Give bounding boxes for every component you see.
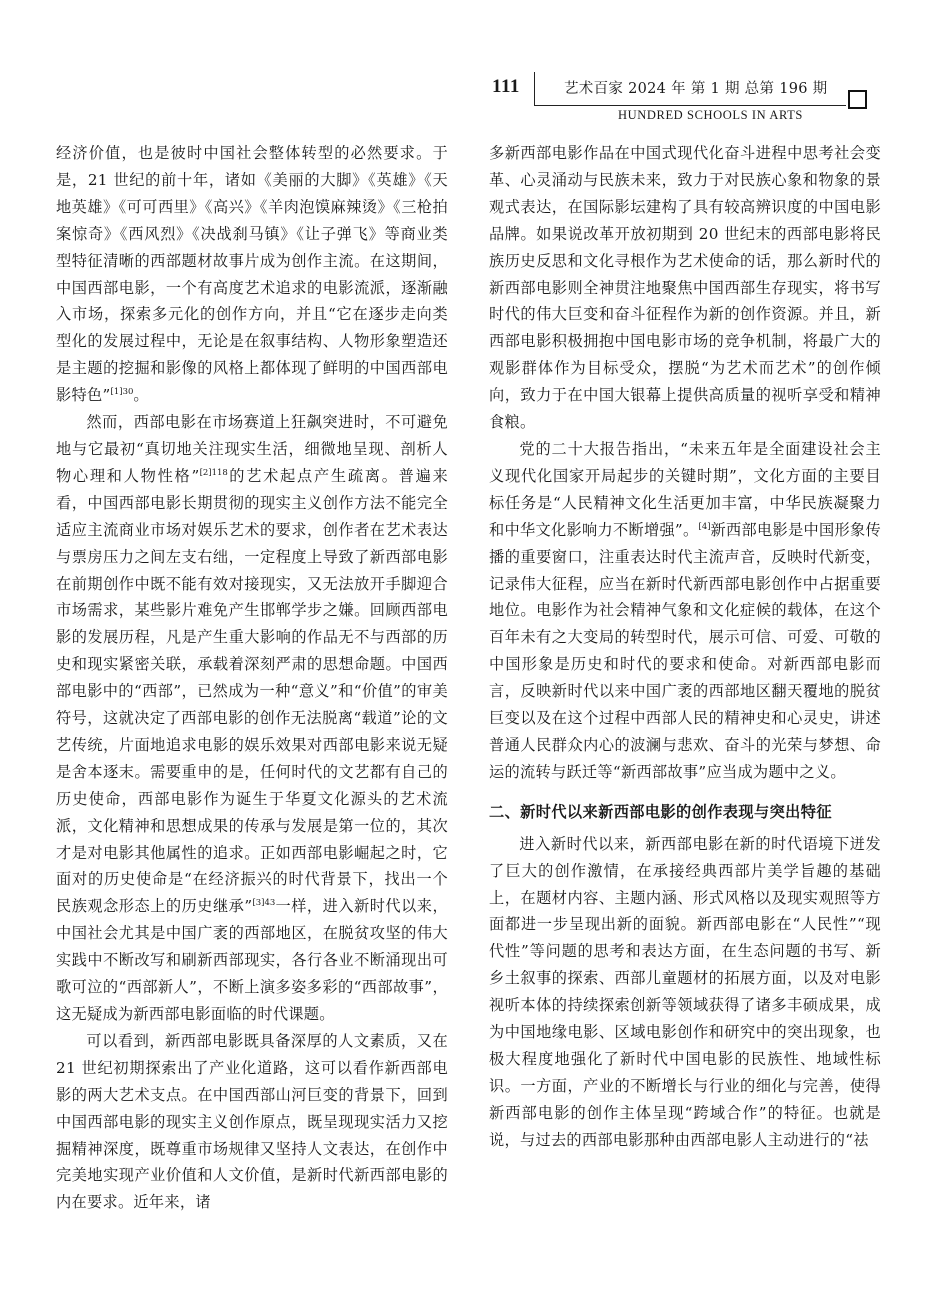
header-vertical-rule — [534, 72, 535, 106]
journal-issue-info: 艺术百家 2024 年 第 1 期 总第 196 期 — [564, 81, 828, 97]
right-column — [489, 140, 881, 1154]
citation-ref: [4] — [698, 521, 711, 532]
paragraph-text: 可以看到，新西部电影既具备深厚的人文素质，又在 21 世纪初期探索出了产业化道路，这可以看作新西部电影的两大艺术支点。在中国西部山河巨变的背景下，回到中国西部电影的现实主义创作原点，既呈现现实活力又挖掘精神深度，既尊重市场规律又坚持人文表达，在创作中完美地实现产业价值和人文价值，是新时代新西部电影的内在要求。近年来，诸 — [56, 1031, 448, 1212]
paragraph — [56, 1028, 448, 1216]
paragraph-text: 新西部电影是中国形象传播的重要窗口，注重表达时代主流声音，反映时代新变，记录伟大征程，应当在新时代新西部电影创作中占据重要地位。电影作为社会精神气象和文化症候的载体，在这个百年未有之大变局的转型时代，展示可信、可爱、可敬的中国形象是历史和时代的要求和使命。对新西部电影而言，反映新时代以来中国广袤的西部地区翻天覆地的脱贫巨变以及在这个过程中西部人民的精神史和心灵史，讲述普通人民群众内心的波澜与悲欢、奋斗的光荣与梦想、命运的流转与跃迁等“新西部故事”应当成为题中之义。 — [489, 520, 881, 781]
header-horizontal-rule — [534, 105, 846, 106]
journal-english-title: HUNDRED SCHOOLS IN ARTS — [618, 108, 803, 122]
page-number: 111 — [492, 76, 520, 97]
paragraph — [489, 436, 881, 786]
citation-ref: [2]118 — [199, 467, 228, 478]
paragraph-text: 党的二十大报告指出，“未来五年是全面建设社会主义现代化国家开局起步的关键时期”，文化方面的主要目标任务是“人民精神文化生活更加丰富，中华民族凝聚力和中华文化影响力不断增强”。 — [489, 439, 881, 539]
paragraph-text: 一样，进入新时代以来，中国社会尤其是中国广袤的西部地区，在脱贫攻坚的伟大实践中不断改写和刷新西部现实，各行各业不断涌现出可歌可泣的“西部新人”，不断上演多姿多彩的“西部故事”，这无疑成为新西部电影面临的时代课题。 — [56, 897, 448, 1023]
paragraph-text: 的艺术起点产生疏离。普遍来看，中国西部电影长期贯彻的现实主义创作方法不能完全适应主流商业市场对娱乐艺术的要求，创作者在艺术表达与票房压力之间左支右绌，一定程度上导致了新西部电影在前期创作中既不能有效对接现实，又无法放开手脚迎合市场需求，某些影片难免产生邯郸学步之嫌。回顾西部电影的发展历程，凡是产生重大影响的作品无不与西部的历史和现实紧密关联，承载着深刻严肃的思想命题。中国西部电影中的“西部”，已然成为一种“意义”和“价值”的审美符号，这就决定了西部电影的创作无法脱离“载道”论的文艺传统，片面地追求电影的娱乐效果对西部电影来说无疑是舍本逐末。需要重申的是，任何时代的文艺都有自己的历史使命，西部电影作为诞生于华夏文化源头的艺术流派，文化精神和思想成果的传承与发展是第一位的，其次才是对电影其他属性的追求。正如西部电影崛起之时，它面对的历史使命是“在经济振兴的时代背景下，找出一个民族观念形态上的历史继承” — [56, 466, 448, 916]
paragraph — [56, 409, 448, 1028]
paragraph-text: 然而，西部电影在市场赛道上狂飙突进时，不可避免地与它最初“真切地关注现实生活，细微地呈现、剖析人物心理和人物性格” — [56, 413, 448, 485]
paragraph-text: 多新西部电影作品在中国式现代化奋斗进程中思考社会变革、心灵涌动与民族未来，致力于对民族心象和物象的景观式表达，在国际影坛建构了具有较高辨识度的中国电影品牌。如果说改革开放初期到 20 世纪末的西部电影将民族历史反思和文化寻根作为艺术使命的话，那么新时代的新西部电影则全神贯注地聚焦中国西部生存现实，将书写时代的伟大巨变和奋斗征程作为新的创作资源。并且，新西部电影积极拥抱中国电影市场的竞争机制，将最广大的观影群体作为目标受众，摆脱“为艺术而艺术”的创作倾向，致力于在中国大银幕上提供高质量的视听享受和精神食粮。 — [489, 144, 881, 432]
paragraph — [489, 831, 881, 1154]
citation-ref: [1]30 — [110, 387, 134, 398]
section-heading: 二、新时代以来新西部电影的创作表现与突出特征 — [489, 802, 832, 821]
paragraph-continued — [56, 140, 448, 409]
square-mark-icon — [848, 90, 867, 109]
paragraph-text: 经济价值，也是彼时中国社会整体转型的必然要求。于是，21 世纪的前十年，诸如《美丽的大脚》《英雄》《天地英雄》《可可西里》《高兴》《羊肉泡馍麻辣烫》《三枪拍案惊奇》《西风烈》《决战刹马镇》《让子弹飞》等商业类型特征清晰的西部题材故事片成为创作主流。在这期间，中国西部电影，一个有高度艺术追求的电影流派，逐渐融入市场，探索多元化的创作方向，并且“它在逐步走向类型化的发展过程中，无论是在叙事结构、人物形象塑造还是主题的挖掘和影像的风格上都体现了鲜明的中国西部电影特色” — [56, 144, 448, 405]
citation-ref: [3]43 — [252, 898, 276, 909]
paragraph-continued — [489, 140, 881, 436]
paragraph-end: 。 — [133, 386, 149, 405]
running-header — [478, 64, 878, 122]
left-column — [56, 140, 448, 1216]
paragraph-text: 进入新时代以来，新西部电影在新的时代语境下迸发了巨大的创作激情，在承接经典西部片美学旨趣的基础上，在题材内容、主题内涵、形式风格以及现实观照等方面都进一步呈现出新的面貌。新西部电影在“人民性”“现代性”等问题的思考和表达方面，在生态问题的书写、新乡土叙事的探索、西部儿童题材的拓展方面，以及对电影视听本体的持续探索创新等领域获得了诸多丰硕成果，成为中国地缘电影、区域电影创作和研究中的突出现象，也极大程度地强化了新时代中国电影的民族性、地域性标识。一方面，产业的不断增长与行业的细化与完善，使得新西部电影的创作主体呈现“跨域合作”的特征。也就是说，与过去的西部电影那种由西部电影人主动进行的“祛 — [489, 834, 881, 1149]
